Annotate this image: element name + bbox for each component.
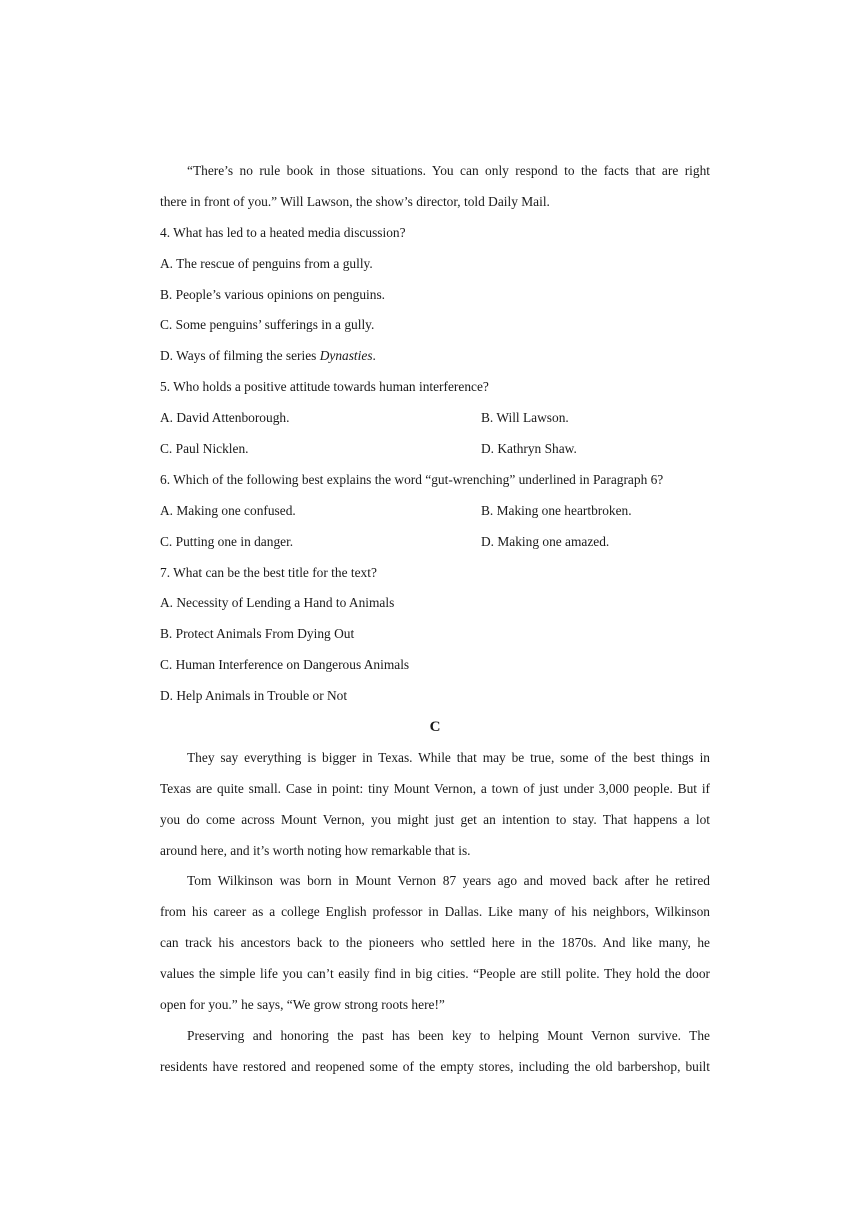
q7-option-b: B. Protect Animals From Dying Out	[160, 626, 355, 642]
q4-option-d	[160, 343, 710, 374]
q5-option-d: D. Kathryn Shaw.	[481, 441, 577, 457]
q4-option-b: B. People’s various opinions on penguins.	[160, 286, 386, 302]
q4-option-a: A. The rescue of penguins from a gully.	[160, 255, 373, 271]
q5-options-row-1	[160, 405, 710, 436]
q6-option-c: C. Putting one in danger.	[160, 533, 294, 549]
q6-option-d: D. Making one amazed.	[481, 533, 610, 549]
q4-option-c: C. Some penguins’ sufferings in a gully.	[160, 317, 375, 333]
question-4-stem: 4. What has led to a heated media discussion?	[160, 224, 406, 240]
question-7-stem: 7. What can be the best title for the text?	[160, 564, 377, 580]
passage-line: They say everything is bigger in Texas. While that may be true, some of the best things in	[187, 749, 710, 765]
passage-line: you do come across Mount Vernon, you might just get an intention to stay. That happens a lot	[160, 811, 710, 827]
passage-line: open for you.” he says, “We grow strong roots here!”	[160, 997, 445, 1013]
q7-option-d: D. Help Animals in Trouble or Not	[160, 688, 348, 704]
q5-option-a: A. David Attenborough.	[160, 410, 290, 426]
passage-line: from his career as a college English professor in Dallas. Like many of his neighbors, Wilkinson	[160, 904, 710, 920]
question-5-stem: 5. Who holds a positive attitude towards human interference?	[160, 379, 489, 395]
q6-option-b: B. Making one heartbroken.	[481, 502, 632, 518]
q5-options-row-2	[160, 436, 710, 467]
q6-options-row-2	[160, 529, 710, 560]
series-title-italic: Dynasties	[319, 348, 373, 364]
q6-options-row-1	[160, 498, 710, 529]
q4-option-d-suffix: .	[372, 348, 376, 364]
document-page	[160, 158, 710, 1085]
passage-line: Texas are quite small. Case in point: tiny Mount Vernon, a town of just under 3,000 people. But if	[160, 780, 710, 796]
q5-option-b: B. Will Lawson.	[481, 410, 569, 426]
q7-option-a: A. Necessity of Lending a Hand to Animals	[160, 595, 395, 611]
q5-option-c: C. Paul Nicklen.	[160, 441, 249, 457]
passage-line: values the simple life you can’t easily find in big cities. “People are still polite. They hold the door	[160, 966, 710, 982]
passage-line: Tom Wilkinson was born in Mount Vernon 87 years ago and moved back after he retired	[187, 873, 710, 889]
q7-option-c: C. Human Interference on Dangerous Animals	[160, 657, 410, 673]
passage-line: can track his ancestors back to the pioneers who settled here in the 1870s. And like many, he	[160, 935, 710, 951]
passage-line: around here, and it’s worth noting how remarkable that is.	[160, 842, 471, 858]
passage-line: residents have restored and reopened some of the empty stores, including the old barbershop, built	[160, 1058, 710, 1074]
q6-option-a: A. Making one confused.	[160, 502, 296, 518]
passage-line: Preserving and honoring the past has been key to helping Mount Vernon survive. The	[187, 1027, 710, 1043]
q4-option-d-prefix: D. Ways of filming the series	[160, 348, 320, 364]
question-6-stem: 6. Which of the following best explains the word “gut-wrenching” underlined in Paragraph 6?	[160, 471, 664, 487]
passage-line: “There’s no rule book in those situations. You can only respond to the facts that are right	[187, 163, 710, 178]
section-heading: C	[429, 719, 441, 736]
passage-line: there in front of you.” Will Lawson, the show’s director, told Daily Mail.	[160, 193, 550, 209]
